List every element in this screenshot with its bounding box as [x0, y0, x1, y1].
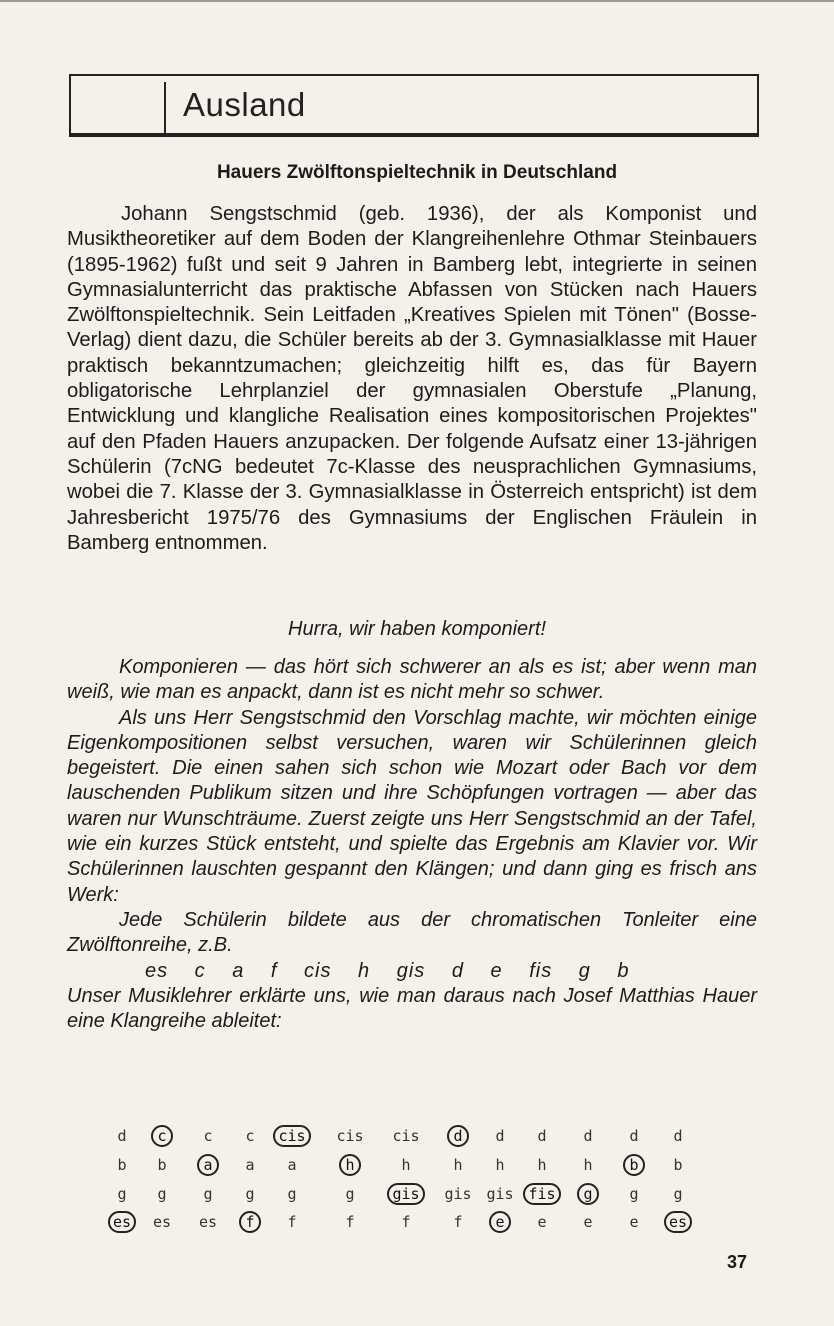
- note: b: [673, 1156, 683, 1174]
- page-number: 37: [727, 1252, 748, 1272]
- tone-grid-cell: [658, 1210, 698, 1234]
- tone-grid-cell: [614, 1210, 654, 1234]
- tone-grid-cell: [102, 1182, 142, 1206]
- note: c: [245, 1127, 255, 1145]
- note: h: [401, 1156, 411, 1174]
- tone-grid-cell: [230, 1124, 270, 1148]
- note: es: [198, 1213, 218, 1231]
- tone-grid-cell: [522, 1153, 562, 1177]
- tone-grid-cell: [272, 1210, 312, 1234]
- circled-note: es: [108, 1211, 136, 1233]
- tone-grid-cell: [568, 1182, 608, 1206]
- note: g: [345, 1185, 355, 1203]
- tone-grid-cell: [614, 1182, 654, 1206]
- note: d: [673, 1127, 683, 1145]
- story-title: Hurra, wir haben komponiert!: [288, 618, 546, 640]
- note: h: [537, 1156, 547, 1174]
- tone-grid-cell: [480, 1124, 520, 1148]
- tone-grid-cell: [522, 1124, 562, 1148]
- circled-note: a: [197, 1154, 219, 1176]
- tone-grid-cell: [272, 1124, 312, 1148]
- section-title: Ausland: [183, 86, 306, 123]
- note: h: [583, 1156, 593, 1174]
- tone-grid-cell: [230, 1182, 270, 1206]
- note: f: [401, 1213, 411, 1231]
- tone-grid-cell: [330, 1124, 370, 1148]
- circled-note: f: [239, 1211, 261, 1233]
- tone-grid-cell: [386, 1124, 426, 1148]
- tone-grid-cell: [102, 1210, 142, 1234]
- tone-grid-cell: [522, 1210, 562, 1234]
- tone-grid-cell: [230, 1153, 270, 1177]
- note: d: [583, 1127, 593, 1145]
- tone-grid-cell: [568, 1153, 608, 1177]
- tone-grid-cell: [330, 1182, 370, 1206]
- tone-grid-cell: [568, 1210, 608, 1234]
- note: gis: [486, 1185, 514, 1203]
- tone-grid-cell: [614, 1153, 654, 1177]
- note: g: [117, 1185, 127, 1203]
- note: c: [203, 1127, 213, 1145]
- note: g: [287, 1185, 297, 1203]
- note: e: [537, 1213, 547, 1231]
- circled-note: es: [664, 1211, 692, 1233]
- tone-grid-cell: [188, 1210, 228, 1234]
- note: g: [157, 1185, 167, 1203]
- tone-grid-cell: [330, 1153, 370, 1177]
- tone-grid-cell: [438, 1182, 478, 1206]
- story-paragraph-4: Unser Musiklehrer erklärte uns, wie man daraus nach Josef Matthias Hauer eine Klangreihe ableitet:: [67, 984, 757, 1033]
- note: g: [673, 1185, 683, 1203]
- header-vertical-rule: [164, 82, 166, 136]
- tone-grid: [112, 1122, 716, 1242]
- note: d: [629, 1127, 639, 1145]
- circled-note: d: [447, 1125, 469, 1147]
- tone-grid-cell: [658, 1153, 698, 1177]
- tone-grid-cell: [142, 1124, 182, 1148]
- note: gis: [444, 1185, 472, 1203]
- note: g: [629, 1185, 639, 1203]
- story-body: [67, 655, 757, 1034]
- note: b: [117, 1156, 127, 1174]
- note: d: [117, 1127, 127, 1145]
- circled-note: gis: [387, 1183, 424, 1205]
- note: cis: [336, 1127, 364, 1145]
- tone-grid-cell: [142, 1210, 182, 1234]
- note: f: [287, 1213, 297, 1231]
- note: b: [157, 1156, 167, 1174]
- note: f: [345, 1213, 355, 1231]
- tone-grid-cell: [568, 1124, 608, 1148]
- tone-grid-cell: [386, 1153, 426, 1177]
- tone-grid-cell: [386, 1210, 426, 1234]
- tone-grid-cell: [188, 1124, 228, 1148]
- tone-grid-cell: [330, 1210, 370, 1234]
- tone-grid-cell: [102, 1124, 142, 1148]
- note: g: [203, 1185, 213, 1203]
- note: e: [583, 1213, 593, 1231]
- section-header-box: [69, 74, 759, 137]
- tone-grid-cell: [658, 1124, 698, 1148]
- story-paragraph-1: Komponieren — das hört sich schwerer an als es ist; aber wenn man weiß, wie man es anpackt, dann ist es nicht mehr so schwer.: [67, 656, 757, 704]
- tone-grid-cell: [438, 1153, 478, 1177]
- tone-grid-cell: [522, 1182, 562, 1206]
- circled-note: b: [623, 1154, 645, 1176]
- tone-grid-cell: [480, 1210, 520, 1234]
- tone-grid-cell: [188, 1182, 228, 1206]
- circled-note: e: [489, 1211, 511, 1233]
- circled-note: g: [577, 1183, 599, 1205]
- tone-grid-cell: [188, 1153, 228, 1177]
- note: h: [495, 1156, 505, 1174]
- note: f: [453, 1213, 463, 1231]
- tone-grid-cell: [102, 1153, 142, 1177]
- tone-grid-cell: [614, 1124, 654, 1148]
- tone-grid-cell: [272, 1153, 312, 1177]
- intro-paragraph: Johann Sengstschmid (geb. 1936), der als Komponist und Musiktheoretiker auf dem Boden der Klangreihenlehre Othmar Steinbauers (1895-1962) fußt und seit 9 Jahren in Bamberg lebt, integrierte in seinen Gymnasialunterricht das praktische Abfassen von Stücken nach Hauers Zwölftonspieltechnik. Sein Leitfaden „Kreatives Spielen mit Tönen" (Bosse-Verlag) dient dazu, die Schüler bereits ab der 3. Gymnasialklasse mit Hauer praktisch bekanntzumachen; gleichzeitig hilft es, das für Bayern obligatorische Lehrplanziel der gymnasialen Oberstufe „Planung, Entwicklung und klangliche Realisation eines kompositorischen Projektes" auf den Pfaden Hauers anzupacken. Der folgende Aufsatz einer 13-jährigen Schülerin (7cNG bedeutet 7c-Klasse des neusprachlichen Gymnasiums, wobei die 7. Klasse der 3. Gymnasialklasse in Österreich entspricht) ist dem Jahresbericht 1975/76 des Gymnasiums der Englischen Fräulein in Bamberg entnommen.: [67, 203, 757, 554]
- tone-grid-cell: [142, 1182, 182, 1206]
- tone-grid-cell: [386, 1182, 426, 1206]
- note: g: [245, 1185, 255, 1203]
- top-border-line: [0, 0, 834, 2]
- note: h: [453, 1156, 463, 1174]
- note: d: [537, 1127, 547, 1145]
- tone-grid-cell: [438, 1124, 478, 1148]
- tone-grid-cell: [230, 1210, 270, 1234]
- circled-note: c: [151, 1125, 173, 1147]
- circled-note: fis: [523, 1183, 560, 1205]
- tone-grid-cell: [438, 1210, 478, 1234]
- story-paragraph-2: Als uns Herr Sengstschmid den Vorschlag machte, wir möchten einige Eigenkompositionen selbst versuchen, waren wir Schülerinnen gleich begeistert. Die einen sahen sich schon wie Mozart oder Bach vor dem lauschenden Publikum sitzen und ihre Schöpfungen vortragen — aber das waren nur Wunschträume. Zuerst zeigte uns Herr Sengstschmid an der Tafel, wie ein kurzes Stück entsteht, und spielte das Ergebnis am Klavier vor. Wir Schülerinnen lauschten gespannt den Klängen; und dann ging es frisch ans Werk:: [67, 706, 757, 906]
- tone-grid-cell: [272, 1182, 312, 1206]
- note: cis: [392, 1127, 420, 1145]
- note: d: [495, 1127, 505, 1145]
- tone-grid-cell: [142, 1153, 182, 1177]
- tone-grid-cell: [480, 1153, 520, 1177]
- article-title: Hauers Zwölftonspieltechnik in Deutschland: [216, 162, 618, 183]
- story-paragraph-3: Jede Schülerin bildete aus der chromatischen Tonleiter eine Zwölftonreihe, z.B.: [67, 908, 757, 957]
- note: a: [287, 1156, 297, 1174]
- circled-note: h: [339, 1154, 361, 1176]
- note: es: [152, 1213, 172, 1231]
- article-intro: [67, 202, 757, 556]
- tone-row: es c a f cis h gis d e fis g b: [145, 959, 630, 982]
- tone-grid-cell: [658, 1182, 698, 1206]
- note: a: [245, 1156, 255, 1174]
- tone-grid-cell: [480, 1182, 520, 1206]
- circled-note: cis: [273, 1125, 310, 1147]
- note: e: [629, 1213, 639, 1231]
